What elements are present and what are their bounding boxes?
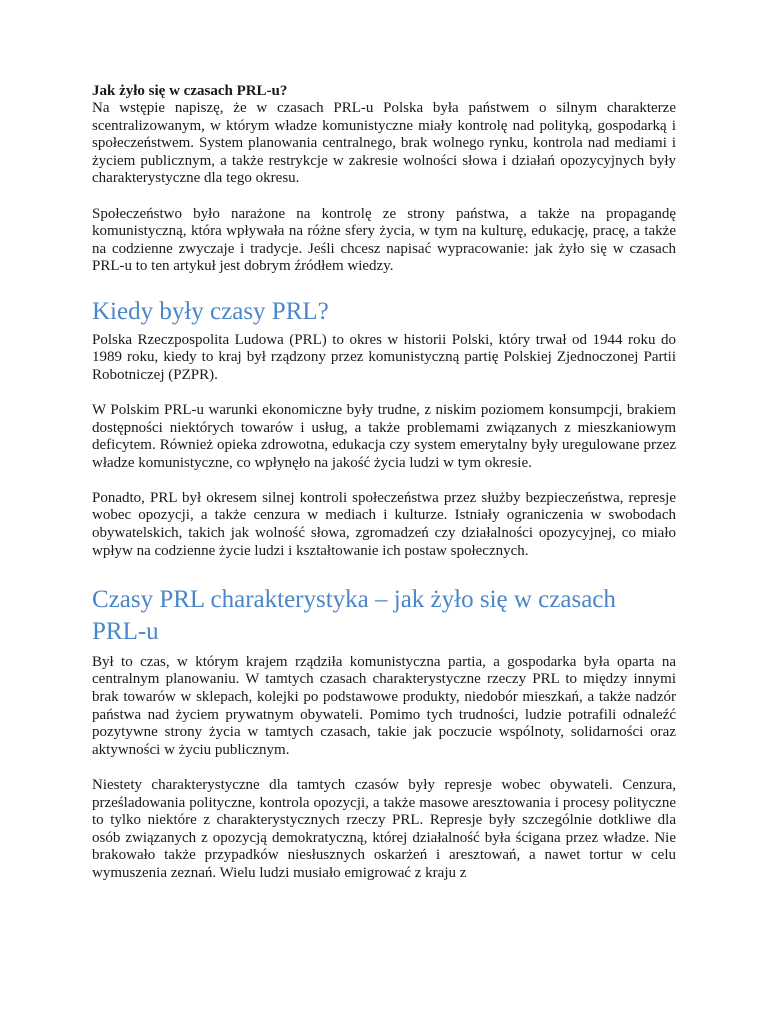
document-title: Jak żyło się w czasach PRL-u? xyxy=(92,83,288,99)
paragraph-spacer xyxy=(92,188,676,206)
paragraph-spacer xyxy=(92,560,676,578)
section-1-paragraph-2: W Polskim PRL-u warunki ekonomiczne były trudne, z niskim poziomem konsumpcji, brakiem dostępności niektórych towarów i usług, a także problemami związanych z mieszkaniowym deficytem. Również opieka zdrowotna, edukacja czy system emerytalny były uregulowane przez władze komunistyczne, co wpłynęło na jakość życia ludzi w tym okresie. xyxy=(92,401,676,471)
intro-paragraph-2: Społeczeństwo było narażone na kontrolę ze strony państwa, a także na propagandę komunistyczną, która wpływała na różne sfery życia, w tym na kulturę, edukację, pracę, a także na codzienne zwyczaje i tradycje. Jeśli chcesz napisać wypracowanie: jak żyło się w czasach PRL-u to ten artykuł jest dobrym źródłem wiedzy. xyxy=(92,205,676,275)
paragraph-spacer xyxy=(92,759,676,777)
paragraph-spacer xyxy=(92,276,676,294)
paragraph-spacer xyxy=(92,472,676,490)
section-heading-charakterystyka: Czasy PRL charakterystyka – jak żyło się w czasach PRL-u xyxy=(92,585,616,645)
section-heading-kiedy: Kiedy były czasy PRL? xyxy=(92,297,329,325)
section-2-paragraph-1: Był to czas, w którym krajem rządziła komunistyczna partia, a gospodarka była oparta na centralnym planowaniu. W tamtych czasach charakterystyczne rzeczy PRL to między innymi brak towarów w sklepach, kolejki po podstawowe produkty, niedobór mieszkań, a także nadzór państwa nad życiem prywatnym obywateli. Pomimo tych trudności, ludzie potrafili odnaleźć pozytywne strony życia w tamtych czasach, takie jak poczucie wspólnoty, solidarności oraz aktywności w życiu publicznym. xyxy=(92,653,676,758)
section-2-paragraph-2: Niestety charakterystyczne dla tamtych czasów były represje wobec obywateli. Cenzura, prześladowania polityczne, kontrola opozycji, a także masowe aresztowania i procesy polityczne to tylko niektóre z charakterystycznych rzeczy PRL. Represje były szczególnie dotkliwe dla osób związanych z opozycją demokratyczną, której działalność była ścigana przez władze. Nie brakowało także przypadków niesłusznych oskarżeń i aresztowań, a nawet tortur w celu wymuszenia zeznań. Wielu ludzi musiało emigrować z kraju z xyxy=(92,777,676,881)
document-page xyxy=(92,82,676,883)
paragraph-spacer xyxy=(92,384,676,402)
section-1-paragraph-3: Ponadto, PRL był okresem silnej kontroli społeczeństwa przez służby bezpieczeństwa, represje wobec opozycji, a także cenzura w mediach i kulturze. Istniały ograniczenia w swobodach obywatelskich, takich jak wolność słowa, zgromadzeń czy działalności opozycyjnej, co miało wpływ na codzienne życie ludzi i kształtowanie ich postaw społecznych. xyxy=(92,489,676,559)
section-1-paragraph-1: Polska Rzeczpospolita Ludowa (PRL) to okres w historii Polski, który trwał od 1944 roku do 1989 roku, kiedy to kraj był rządzony przez komunistyczną partię Polskiej Zjednoczonej Partii Robotniczej (PZPR). xyxy=(92,331,676,383)
intro-paragraph-1: Na wstępie napiszę, że w czasach PRL-u Polska była państwem o silnym charakterze scentralizowanym, w którym władze komunistyczne miały kontrolę nad polityką, gospodarką i społeczeństwem. System planowania centralnego, brak wolnego rynku, kontrola nad mediami i życiem publicznym, a także restrykcje w zakresie wolności słowa i działań opozycyjnych były charakterystyczne dla tego okresu. xyxy=(92,100,676,187)
